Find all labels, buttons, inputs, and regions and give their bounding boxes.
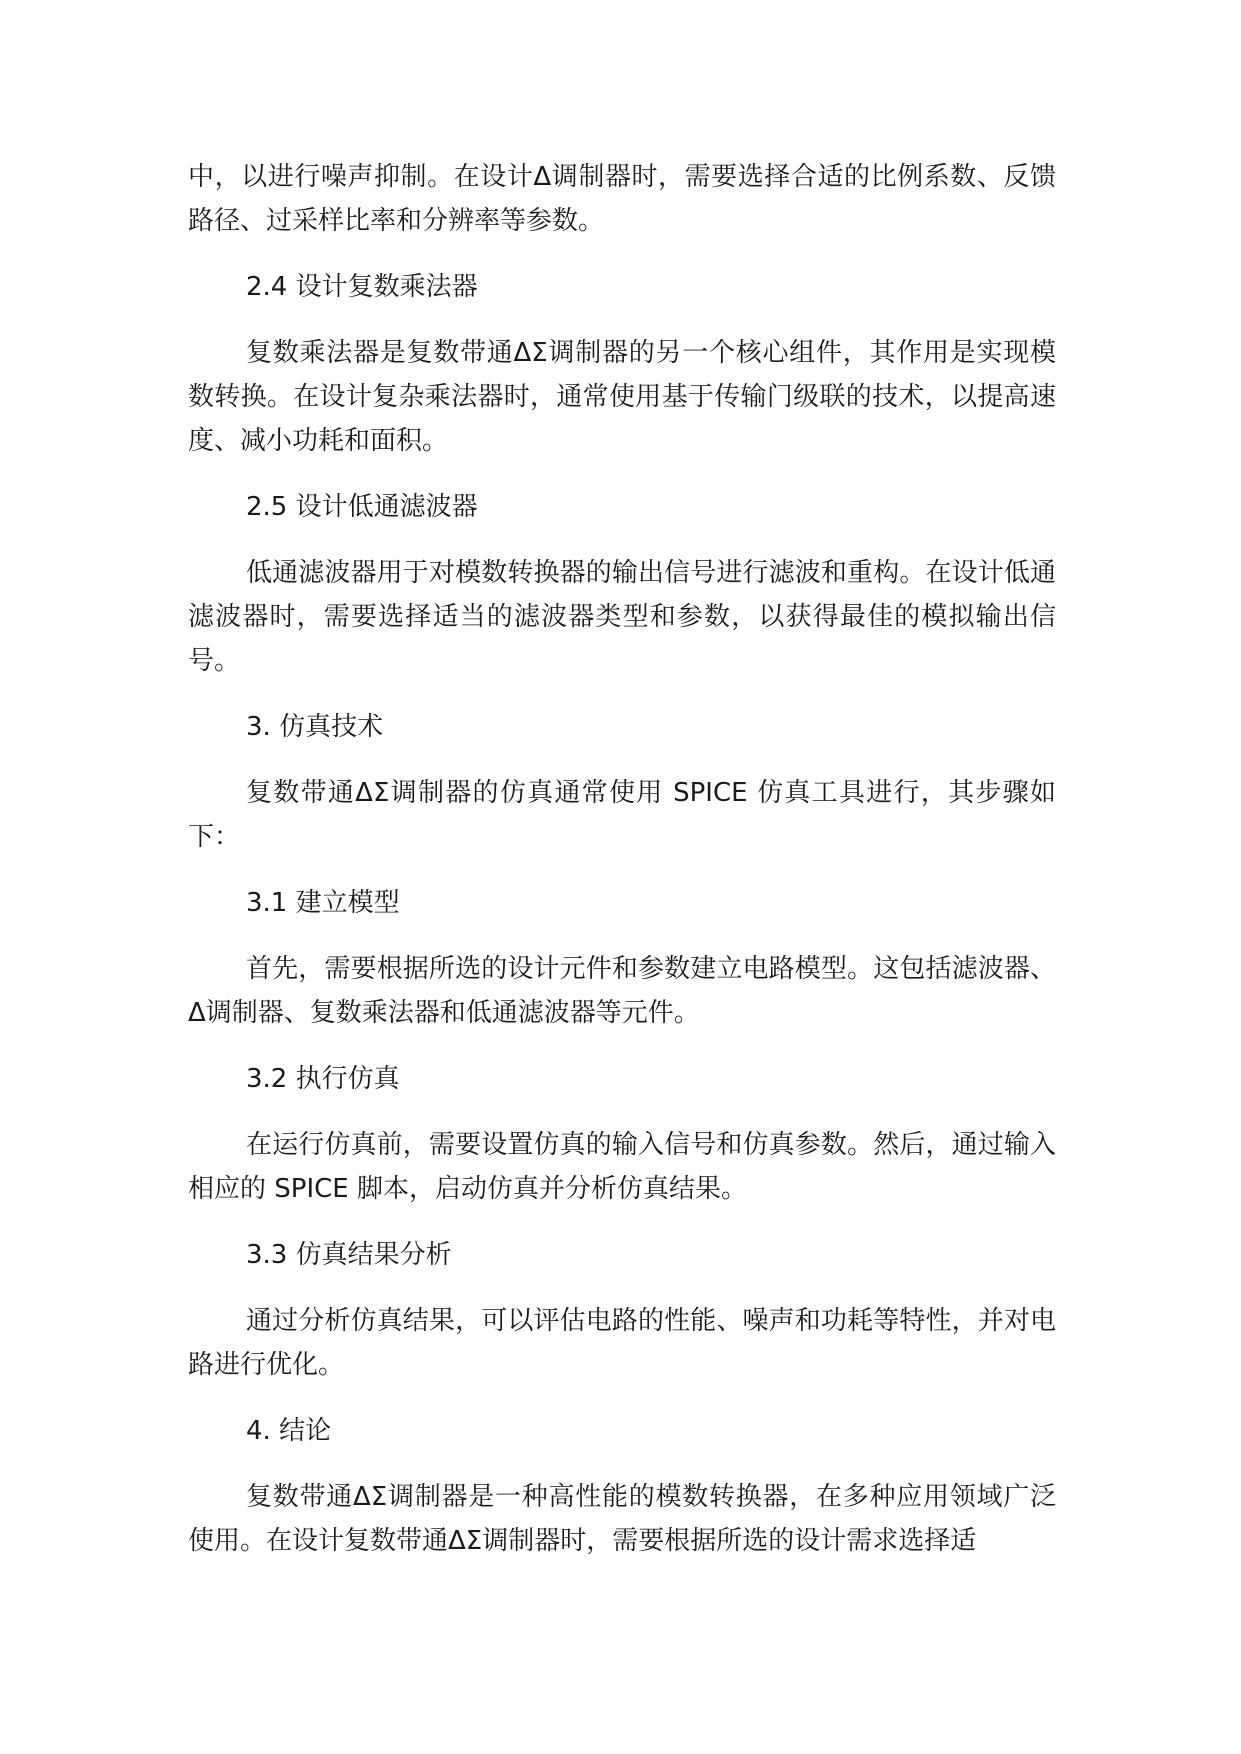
paragraph-complex-multiplier: 复数乘法器是复数带通ΔΣ调制器的另一个核心组件，其作用是实现模数转换。在设计复杂乘法器时，通常使用基于传输门级联的技术，以提高速度、减小功耗和面积。 [188, 338, 1056, 456]
heading-3: 3. 仿真技术 [246, 712, 384, 742]
heading-2-5: 2.5 设计低通滤波器 [246, 492, 478, 522]
paragraph-simulation-intro: 复数带通ΔΣ调制器的仿真通常使用 SPICE 仿真工具进行，其步骤如下： [188, 778, 1056, 852]
paragraph-conclusion: 复数带通ΔΣ调制器是一种高性能的模数转换器，在多种应用领域广泛使用。在设计复数带通ΔΣ调制器时，需要根据所选的设计需求选择适 [188, 1482, 1056, 1556]
paragraph-build-model: 首先，需要根据所选的设计元件和参数建立电路模型。这包括滤波器、Δ调制器、复数乘法器和低通滤波器等元件。 [188, 954, 1056, 1028]
heading-3-2: 3.2 执行仿真 [246, 1064, 400, 1094]
paragraph-run-simulation: 在运行仿真前，需要设置仿真的输入信号和仿真参数。然后，通过输入相应的 SPICE 脚本，启动仿真并分析仿真结果。 [188, 1130, 1056, 1204]
paragraph-noise-suppression: 中，以进行噪声抑制。在设计Δ调制器时，需要选择合适的比例系数、反馈路径、过采样比率和分辨率等参数。 [188, 162, 1056, 236]
document-body [188, 155, 1056, 1585]
paragraph-result-analysis: 通过分析仿真结果，可以评估电路的性能、噪声和功耗等特性，并对电路进行优化。 [188, 1306, 1056, 1380]
heading-3-1: 3.1 建立模型 [246, 888, 400, 918]
heading-3-3: 3.3 仿真结果分析 [246, 1240, 452, 1270]
heading-2-4: 2.4 设计复数乘法器 [246, 272, 478, 302]
heading-4: 4. 结论 [246, 1416, 332, 1446]
paragraph-lowpass-filter: 低通滤波器用于对模数转换器的输出信号进行滤波和重构。在设计低通滤波器时，需要选择适当的滤波器类型和参数，以获得最佳的模拟输出信号。 [188, 558, 1056, 676]
